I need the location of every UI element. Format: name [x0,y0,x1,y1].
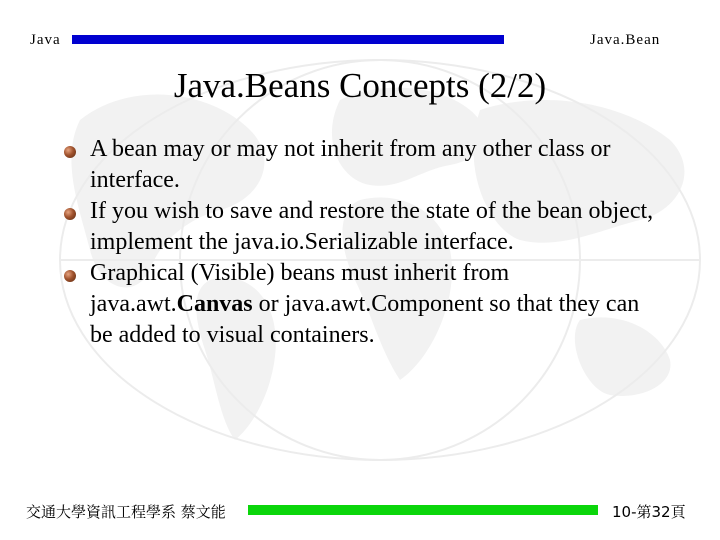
bullet-icon [64,208,76,220]
bullet-item [64,258,664,351]
bullet-icon [64,270,76,282]
bullet-icon [64,146,76,158]
bullet-list [64,134,664,351]
bullet-text-pre: Graphical (Visible) beans must inherit from java.awt. [90,260,510,317]
bullet-item [64,196,664,258]
bullet-text-bold: Canvas [176,291,253,317]
footer-bar [248,505,598,515]
slide-title: Java.Beans Concepts (2/2) [173,66,547,105]
header-left-text: Java [30,32,61,48]
bullet-text: If you wish to save and restore the state of the bean object, implement the java.io.Serializable interface. [90,198,654,255]
bullet-text: A bean may or may not inherit from any other class or interface. [90,136,611,193]
bullet-text-post: or java.awt.Component so that they can be added to visual containers. [90,291,640,348]
header-bar [72,35,504,44]
footer-left-text: 交通大學資訊工程學系 蔡文能 [26,503,226,521]
header-right-text: Java.Bean [590,32,661,48]
page-number: 10-第32頁 [612,503,686,521]
bullet-item [64,134,664,196]
